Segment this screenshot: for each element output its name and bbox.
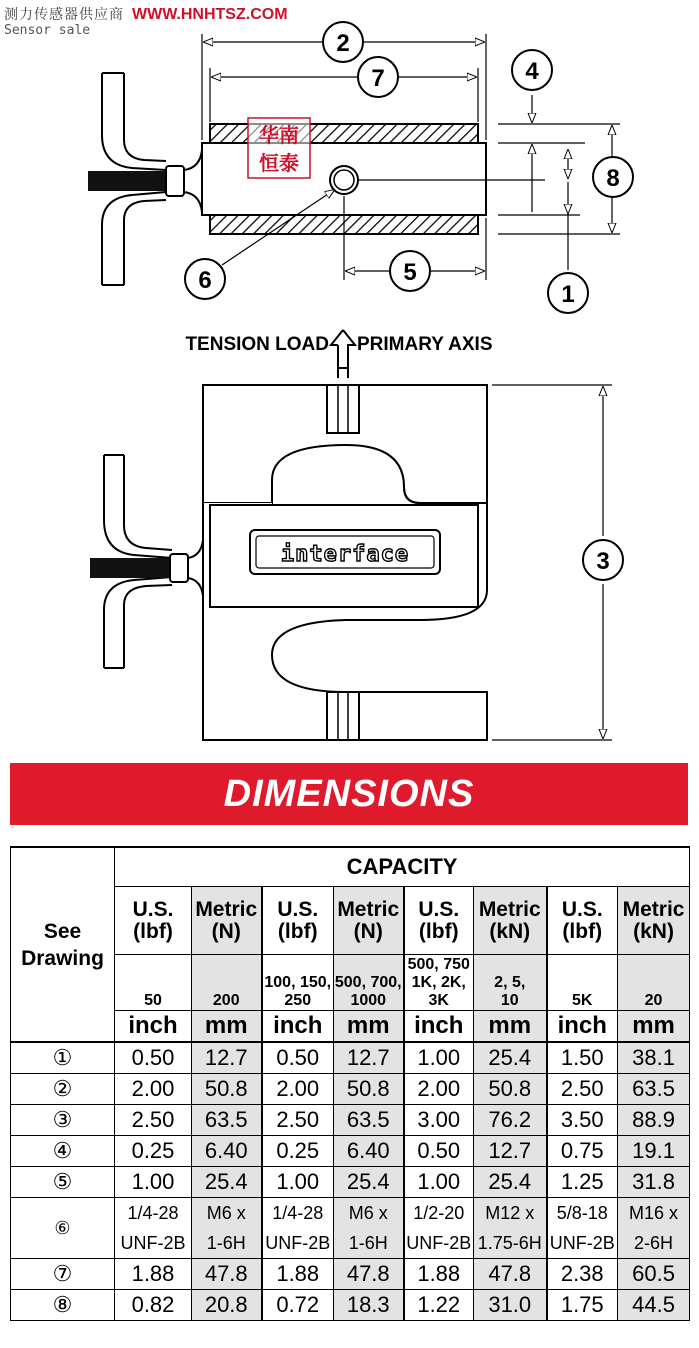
cell-value: 2.00	[115, 1074, 192, 1105]
cell-value	[192, 1198, 262, 1259]
see-drawing-header	[11, 847, 115, 1042]
g2-metric-capacity: 500, 700, 1000	[334, 955, 404, 1011]
table-row	[11, 1042, 690, 1074]
cell-value: 44.5	[618, 1290, 690, 1321]
top-view	[88, 22, 633, 313]
see-drawing-line1: See	[43, 919, 82, 943]
cell-value	[404, 1198, 474, 1259]
table-row	[11, 1259, 690, 1290]
cell-value: 1.50	[547, 1042, 618, 1074]
unit-mm: mm	[192, 1011, 262, 1043]
g3-us-header: U.S. (lbf)	[404, 887, 474, 955]
g2-metric-header: Metric (N)	[334, 887, 404, 955]
g2-us-header: U.S. (lbf)	[262, 887, 334, 955]
callout-3	[583, 540, 623, 580]
row-id: ⑧	[11, 1290, 115, 1321]
cell-value-line: UNF-2B	[549, 1233, 615, 1253]
callout-5-label: 5	[403, 259, 417, 286]
cell-value: 63.5	[192, 1105, 262, 1136]
callout-1-label: 1	[561, 281, 575, 308]
dimension-rows	[11, 1042, 690, 1321]
callout-2-label: 2	[336, 30, 350, 57]
cell-value: 1.25	[547, 1167, 618, 1198]
g1-us-header: U.S. (lbf)	[115, 887, 192, 955]
front-view	[90, 385, 623, 740]
unit-inch: inch	[262, 1011, 334, 1043]
cell-value: 0.25	[115, 1136, 192, 1167]
g3-metric-header: Metric (kN)	[474, 887, 547, 955]
cell-value	[547, 1198, 618, 1259]
capacity-header: CAPACITY	[115, 847, 690, 887]
cell-value: 0.50	[404, 1136, 474, 1167]
cell-value: 20.8	[192, 1290, 262, 1321]
cell-value: 2.50	[262, 1105, 334, 1136]
cell-value: 47.8	[192, 1259, 262, 1290]
cell-value: 0.25	[262, 1136, 334, 1167]
cell-value-line: 5/8-18	[556, 1203, 608, 1223]
cell-value: 88.9	[618, 1105, 690, 1136]
unit-mm: mm	[334, 1011, 404, 1043]
cell-value: 25.4	[334, 1167, 404, 1198]
unit-inch: inch	[115, 1011, 192, 1043]
interface-logo	[250, 530, 440, 574]
cell-value: 25.4	[192, 1167, 262, 1198]
see-drawing-line2: Drawing	[21, 946, 104, 970]
cell-value-line: M12 x	[485, 1203, 535, 1223]
cell-value: 3.50	[547, 1105, 618, 1136]
callout-4-label: 4	[525, 58, 539, 85]
cell-value: 50.8	[192, 1074, 262, 1105]
cell-value-line: UNF-2B	[406, 1233, 472, 1253]
dimensions-table	[10, 846, 690, 1321]
unit-mm: mm	[474, 1011, 547, 1043]
cell-value: 2.50	[547, 1074, 618, 1105]
cell-value-line: UNF-2B	[265, 1233, 331, 1253]
table-row	[11, 1290, 690, 1321]
g2-us-capacity: 100, 150, 250	[262, 955, 334, 1011]
cell-value: 1.88	[404, 1259, 474, 1290]
cell-value: 0.50	[262, 1042, 334, 1074]
primary-axis-text: PRIMARY AXIS	[357, 334, 493, 355]
g3-metric-capacity: 2, 5, 10	[474, 955, 547, 1011]
cell-value: 63.5	[334, 1105, 404, 1136]
cell-value-line: 1-6H	[206, 1233, 246, 1253]
cell-value: 31.0	[474, 1290, 547, 1321]
callout-7-label: 7	[371, 65, 385, 92]
callout-5	[390, 251, 430, 291]
cell-value: 47.8	[474, 1259, 547, 1290]
callout-4	[512, 50, 552, 90]
cell-value: 1.75	[547, 1290, 618, 1321]
g1-us-capacity: 50	[115, 955, 192, 1011]
cell-value: 2.50	[115, 1105, 192, 1136]
cell-value: 1.88	[115, 1259, 192, 1290]
interface-logo-text: interface	[280, 542, 410, 567]
g1-metric-capacity: 200	[192, 955, 262, 1011]
g4-us-capacity: 5K	[547, 955, 618, 1011]
site-subtitle: Sensor sale	[4, 23, 91, 38]
row-id: ①	[11, 1042, 115, 1074]
callout-8	[593, 157, 633, 197]
cell-value: 1.00	[115, 1167, 192, 1198]
cell-value: 0.50	[115, 1042, 192, 1074]
site-url-link[interactable]: WWW.HNHTSZ.COM	[132, 6, 288, 23]
cell-value: 0.82	[115, 1290, 192, 1321]
cell-value: 50.8	[334, 1074, 404, 1105]
cell-value	[334, 1198, 404, 1259]
cell-value	[262, 1198, 334, 1259]
row-id: ⑦	[11, 1259, 115, 1290]
cell-value: 63.5	[618, 1074, 690, 1105]
cell-value-line: 1-6H	[348, 1233, 388, 1253]
cell-value: 2.00	[262, 1074, 334, 1105]
cell-value: 6.40	[192, 1136, 262, 1167]
watermark-stamp	[248, 118, 310, 178]
cell-value	[618, 1198, 690, 1259]
callout-7	[358, 57, 398, 97]
cell-value: 0.75	[547, 1136, 618, 1167]
cell-value: 1.00	[262, 1167, 334, 1198]
row-id: ⑥	[11, 1198, 115, 1259]
g4-metric-header: Metric (kN)	[618, 887, 690, 955]
watermark-line1: 华南	[259, 123, 299, 147]
cell-value: 2.38	[547, 1259, 618, 1290]
callout-3-label: 3	[596, 548, 610, 575]
cell-value	[115, 1198, 192, 1259]
callout-1	[548, 273, 588, 313]
tension-load-label: TENSION LOAD	[185, 334, 329, 355]
callout-8-label: 8	[606, 165, 620, 192]
cell-value-line: UNF-2B	[120, 1233, 186, 1253]
callout-6	[185, 259, 225, 299]
unit-inch: inch	[547, 1011, 618, 1043]
unit-mm: mm	[618, 1011, 690, 1043]
cell-value: 12.7	[334, 1042, 404, 1074]
g4-metric-capacity: 20	[618, 955, 690, 1011]
watermark-line2: 恒泰	[259, 151, 299, 175]
g1-metric-header: Metric (N)	[192, 887, 262, 955]
cell-value: 1.00	[404, 1167, 474, 1198]
cell-value: 25.4	[474, 1042, 547, 1074]
callout-6-label: 6	[198, 267, 212, 294]
table-row	[11, 1105, 690, 1136]
cell-value: 12.7	[474, 1136, 547, 1167]
cell-value: 18.3	[334, 1290, 404, 1321]
cell-value-line: 1/2-20	[413, 1203, 465, 1223]
g3-us-capacity: 500, 750 1K, 2K, 3K	[404, 955, 474, 1011]
cell-value: 19.1	[618, 1136, 690, 1167]
cell-value: 50.8	[474, 1074, 547, 1105]
row-id: ③	[11, 1105, 115, 1136]
cell-value	[474, 1198, 547, 1259]
row-id: ②	[11, 1074, 115, 1105]
cell-value: 6.40	[334, 1136, 404, 1167]
cell-value: 47.8	[334, 1259, 404, 1290]
cell-value-line: 1/4-28	[272, 1203, 324, 1223]
table-row	[11, 1198, 690, 1259]
callout-2	[323, 22, 363, 62]
cell-value-line: M16 x	[629, 1203, 679, 1223]
site-chinese-title: 测力传感器供应商	[4, 7, 124, 23]
cell-value: 3.00	[404, 1105, 474, 1136]
cell-value-line: 1.75-6H	[477, 1233, 542, 1253]
cell-value-line: 2-6H	[634, 1233, 674, 1253]
cell-value: 0.72	[262, 1290, 334, 1321]
unit-inch: inch	[404, 1011, 474, 1043]
g4-us-header: U.S. (lbf)	[547, 887, 618, 955]
cell-value: 31.8	[618, 1167, 690, 1198]
table-row	[11, 1136, 690, 1167]
cell-value: 12.7	[192, 1042, 262, 1074]
cell-value-line: M6 x	[206, 1203, 246, 1223]
dimensions-title: DIMENSIONS	[223, 773, 475, 815]
cell-value-line: 1/4-28	[127, 1203, 179, 1223]
cell-value: 38.1	[618, 1042, 690, 1074]
cell-value: 1.22	[404, 1290, 474, 1321]
cell-value: 2.00	[404, 1074, 474, 1105]
cell-value: 25.4	[474, 1167, 547, 1198]
primary-axis-label	[185, 330, 492, 378]
cell-value: 1.88	[262, 1259, 334, 1290]
cell-value: 1.00	[404, 1042, 474, 1074]
table-row	[11, 1074, 690, 1105]
table-row	[11, 1167, 690, 1198]
row-id: ④	[11, 1136, 115, 1167]
cell-value: 60.5	[618, 1259, 690, 1290]
dimensions-banner	[10, 763, 688, 825]
row-id: ⑤	[11, 1167, 115, 1198]
cell-value-line: M6 x	[348, 1203, 388, 1223]
cell-value: 76.2	[474, 1105, 547, 1136]
